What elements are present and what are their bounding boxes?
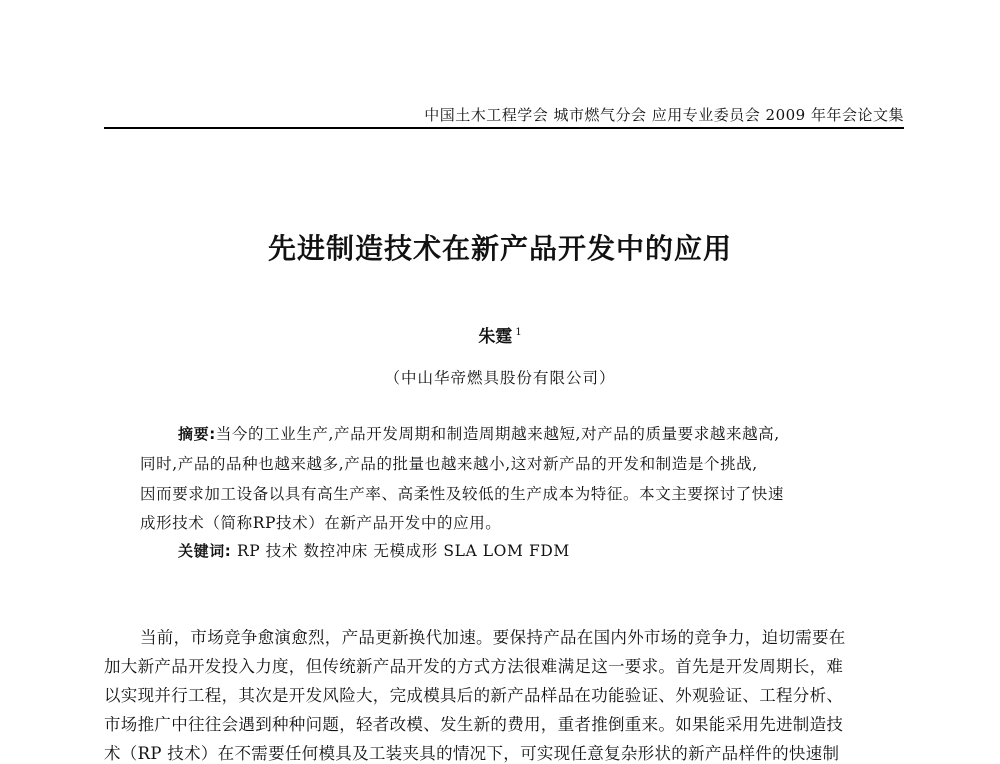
abstract-text: 当今的工业生产,产品开发周期和制造周期越来越短,对产品的质量要求越来越高, (215, 425, 780, 443)
body-line-4: 市场推广中往往会遇到种种问题，轻者改模、发生新的费用，重者推倒重来。如果能采用先进制造技 (104, 715, 844, 734)
affiliation: （中山华帝燃具股份有限公司） (384, 369, 616, 387)
body-line-1: 当前，市场竞争愈演愈烈，产品更新换代加速。要保持产品在国内外市场的竞争力，迫切需要在 (140, 628, 846, 647)
header-rule (104, 127, 904, 129)
keywords-line (178, 539, 570, 561)
abstract-label: 摘要: (178, 425, 216, 443)
abstract-line-1 (178, 422, 780, 444)
body-line-2: 加大新产品开发投入力度，但传统新产品开发的方式方法很难满足这一要求。首先是开发周期长，难 (104, 657, 844, 676)
author-name: 朱霆 (478, 327, 513, 347)
body-line-3: 以实现并行工程，其次是开发风险大，完成模具后的新产品样品在功能验证、外观验证、工程分析、 (104, 686, 844, 705)
abstract-line-3: 因而要求加工设备以具有高生产率、高柔性及较低的生产成本为特征。本文主要探讨了快速 (140, 485, 785, 503)
author-footnote-mark: 1 (515, 327, 522, 339)
body-line-5: 术（RP 技术）在不需要任何模具及工装夹具的情况下，可实现任意复杂形状的新产品样件的快速制 (104, 744, 840, 763)
abstract-line-2: 同时,产品的品种也越来越多,产品的批量也越来越小,这对新产品的开发和制造是个挑战, (140, 455, 758, 473)
abstract-line-4: 成形技术（简称RP技术）在新产品开发中的应用。 (140, 514, 502, 532)
running-header: 中国土木工程学会 城市燃气分会 应用专业委员会 2009 年年会论文集 (424, 106, 904, 124)
paper-title: 先进制造技术在新产品开发中的应用 (267, 232, 732, 265)
author-line (0, 322, 1000, 347)
keywords-text: RP 技术 数控冲床 无模成形 SLA LOM FDM (236, 542, 570, 560)
keywords-label: 关键词: (178, 542, 232, 560)
